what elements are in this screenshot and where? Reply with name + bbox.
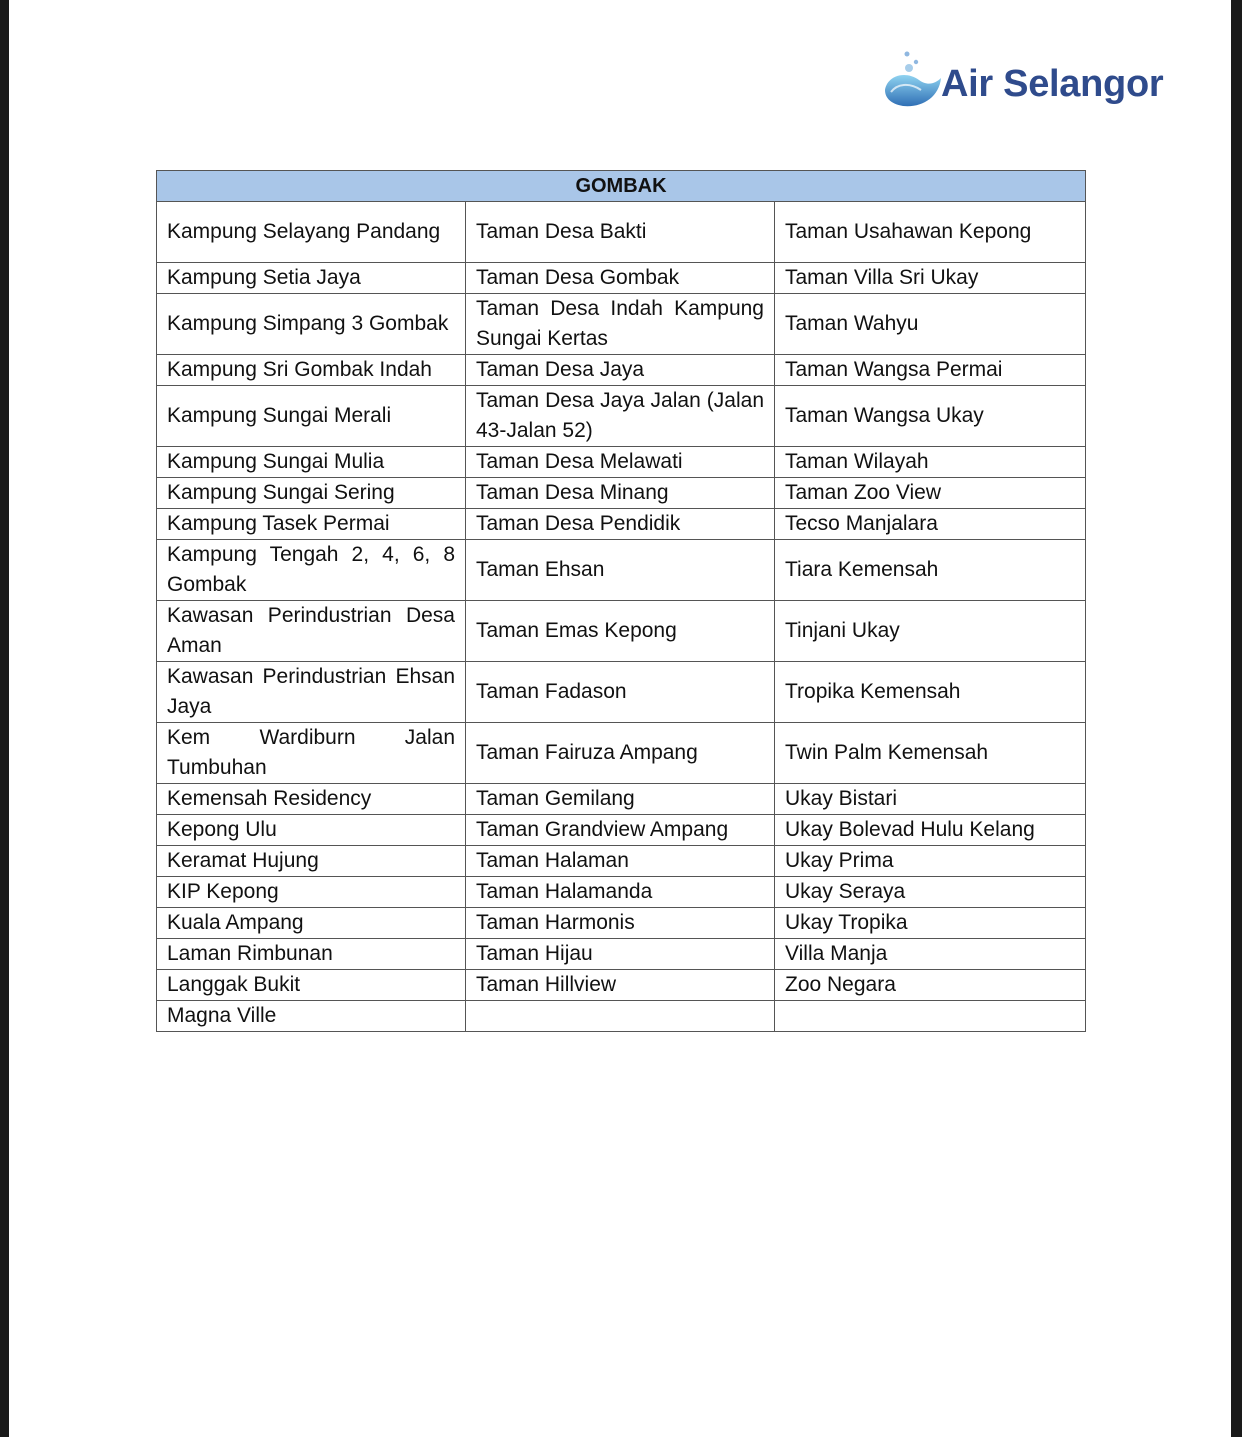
table-row <box>157 815 1086 846</box>
table-cell: Taman Harmonis <box>466 908 775 939</box>
table-cell: Keramat Hujung <box>157 846 466 877</box>
table-row <box>157 478 1086 509</box>
table-cell: Ukay Bolevad Hulu Kelang <box>775 815 1086 846</box>
table-cell: Ukay Bistari <box>775 784 1086 815</box>
table-row <box>157 263 1086 294</box>
table-cell <box>775 1001 1086 1032</box>
table-row <box>157 540 1086 601</box>
table-row <box>157 509 1086 540</box>
table-cell: Taman Ehsan <box>466 540 775 601</box>
table-cell: Taman Desa Gombak <box>466 263 775 294</box>
table-cell: Taman Wangsa Ukay <box>775 386 1086 447</box>
table-row <box>157 601 1086 662</box>
table-cell: Taman Desa Melawati <box>466 447 775 478</box>
table-cell: Kampung Sungai Mulia <box>157 447 466 478</box>
table-cell: Ukay Prima <box>775 846 1086 877</box>
table-cell: Tinjani Ukay <box>775 601 1086 662</box>
table-row <box>157 662 1086 723</box>
document-page <box>9 0 1231 1437</box>
table-row <box>157 939 1086 970</box>
table-cell: Taman Grandview Ampang <box>466 815 775 846</box>
table-cell: Kampung Sungai Sering <box>157 478 466 509</box>
table-cell: Taman Wahyu <box>775 294 1086 355</box>
table-cell: Tecso Manjalara <box>775 509 1086 540</box>
table-row <box>157 1001 1086 1032</box>
area-list-table <box>156 170 1086 1032</box>
table-cell: Villa Manja <box>775 939 1086 970</box>
table-cell: Magna Ville <box>157 1001 466 1032</box>
table-cell: Kuala Ampang <box>157 908 466 939</box>
table-cell: Taman Desa Jaya <box>466 355 775 386</box>
table-cell <box>466 1001 775 1032</box>
table-cell: Tiara Kemensah <box>775 540 1086 601</box>
table-cell: Taman Hijau <box>466 939 775 970</box>
table-row <box>157 202 1086 263</box>
table-cell: Taman Desa Jaya Jalan (Jalan 43-Jalan 52) <box>466 386 775 447</box>
table-row <box>157 355 1086 386</box>
table-cell: Langgak Bukit <box>157 970 466 1001</box>
table-cell: Taman Desa Pendidik <box>466 509 775 540</box>
table-cell: Taman Emas Kepong <box>466 601 775 662</box>
table-row <box>157 970 1086 1001</box>
table-cell: Taman Halaman <box>466 846 775 877</box>
water-drop-wave-icon <box>877 46 947 116</box>
table-cell: KIP Kepong <box>157 877 466 908</box>
brand-logo <box>877 46 1177 116</box>
table-cell: Taman Halamanda <box>466 877 775 908</box>
table-cell: Taman Desa Indah Kampung Sungai Kertas <box>466 294 775 355</box>
table-cell: Kampung Sri Gombak Indah <box>157 355 466 386</box>
table-cell: Laman Rimbunan <box>157 939 466 970</box>
table-cell: Tropika Kemensah <box>775 662 1086 723</box>
table-cell: Kawasan Perindustrian Desa Aman <box>157 601 466 662</box>
table-row <box>157 723 1086 784</box>
table-cell: Zoo Negara <box>775 970 1086 1001</box>
table-cell: Kampung Tengah 2, 4, 6, 8 Gombak <box>157 540 466 601</box>
table-cell: Taman Hillview <box>466 970 775 1001</box>
table-cell: Kemensah Residency <box>157 784 466 815</box>
table-cell: Kepong Ulu <box>157 815 466 846</box>
table-cell: Taman Desa Minang <box>466 478 775 509</box>
table-header: GOMBAK <box>157 171 1086 202</box>
table-row <box>157 447 1086 478</box>
table-cell: Kawasan Perindustrian Ehsan Jaya <box>157 662 466 723</box>
table-row <box>157 784 1086 815</box>
table-row <box>157 294 1086 355</box>
table-cell: Taman Wilayah <box>775 447 1086 478</box>
table-cell: Twin Palm Kemensah <box>775 723 1086 784</box>
table-row <box>157 846 1086 877</box>
table-cell: Kampung Selayang Pandang <box>157 202 466 263</box>
table-cell: Kampung Sungai Merali <box>157 386 466 447</box>
table-row <box>157 386 1086 447</box>
table-row <box>157 908 1086 939</box>
table-cell: Taman Usahawan Kepong <box>775 202 1086 263</box>
table-cell: Taman Gemilang <box>466 784 775 815</box>
table-cell: Taman Zoo View <box>775 478 1086 509</box>
table-cell: Kampung Simpang 3 Gombak <box>157 294 466 355</box>
table-cell: Taman Desa Bakti <box>466 202 775 263</box>
table-row <box>157 877 1086 908</box>
table-cell: Kampung Tasek Permai <box>157 509 466 540</box>
table-cell: Kem Wardiburn Jalan Tumbuhan <box>157 723 466 784</box>
table-cell: Taman Fairuza Ampang <box>466 723 775 784</box>
table-cell: Kampung Setia Jaya <box>157 263 466 294</box>
brand-name: Air Selangor <box>941 62 1164 105</box>
table-cell: Taman Fadason <box>466 662 775 723</box>
table-cell: Ukay Tropika <box>775 908 1086 939</box>
table-cell: Ukay Seraya <box>775 877 1086 908</box>
table-cell: Taman Wangsa Permai <box>775 355 1086 386</box>
table-cell: Taman Villa Sri Ukay <box>775 263 1086 294</box>
